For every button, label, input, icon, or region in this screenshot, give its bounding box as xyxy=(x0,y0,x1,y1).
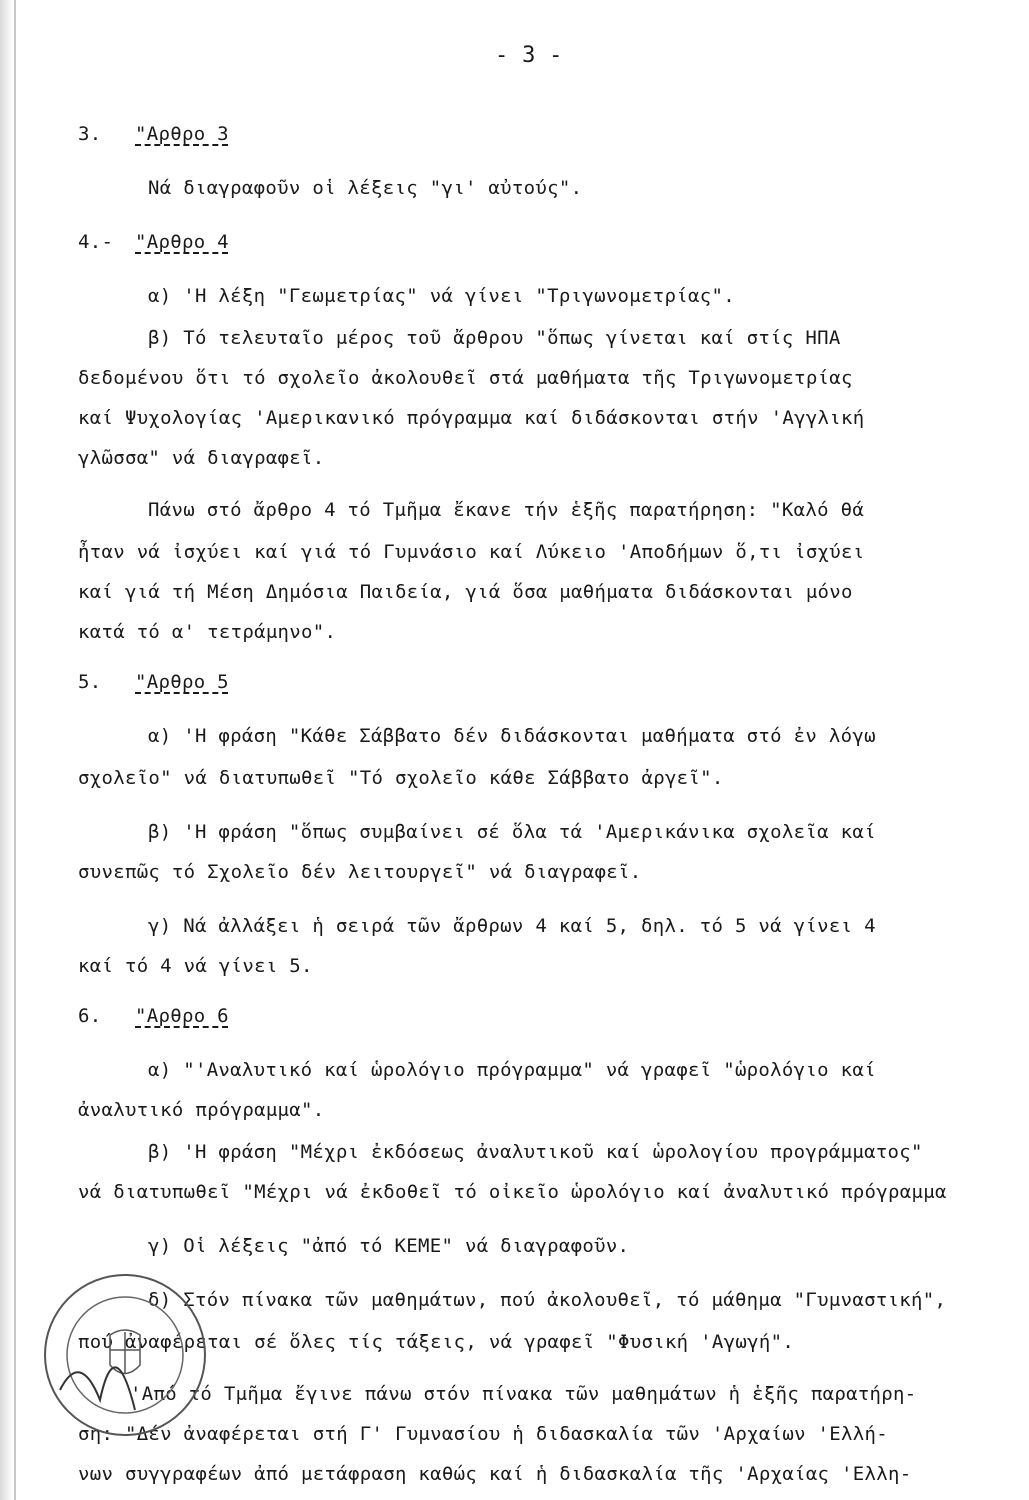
section-6-note-line1: 'Από τό Τμῆμα ἔγινε πάνω στόν πίνακα τῶν μαθημάτων ἡ ἑξῆς παρατήρη- xyxy=(130,1383,917,1405)
section-6-note-line3: νων συγγραφέων ἀπό μετάφραση καθώς καί ἡ διδασκαλία τῆς 'Αρχαίας 'Ελλη- xyxy=(78,1463,912,1485)
page-number: - 3 - xyxy=(495,43,563,68)
section-6-item-a-line2: ἀναλυτικό πρόγραμμα". xyxy=(78,1099,325,1121)
section-6-item-c: γ) Οἱ λέξεις "ἀπό τό ΚΕΜΕ" νά διαγραφοῦν. xyxy=(148,1235,630,1257)
section-5-item-a-line2: σχολεῖο" νά διατυπωθεῖ "Τό σχολεῖο κάθε Σάββατο ἀργεῖ". xyxy=(78,767,724,789)
section-6-number: 6. xyxy=(78,1005,102,1027)
section-6-item-d-line2: πού ἀναφέρεται σέ ὅλες τίς τάξεις, νά γραφεῖ "Φυσική 'Αγωγή". xyxy=(78,1331,795,1353)
section-5-heading: "Αρθρο 5 xyxy=(135,671,229,693)
section-4-item-b-line1: β) Τό τελευταῖο μέρος τοῦ ἄρθρου "ὅπως γίνεται καί στίς ΗΠΑ xyxy=(148,327,841,349)
section-4-note-line3: καί γιά τή Μέση Δημόσια Παιδεία, γιά ὅσα μαθήματα διδάσκονται μόνο xyxy=(78,581,853,603)
page-binding-edge xyxy=(0,0,16,1500)
section-4-note-line2: ἦταν νά ἰσχύει καί γιά τό Γυμνάσιο καί Λύκειο 'Αποδήμων ὅ,τι ἰσχύει xyxy=(78,541,865,563)
section-4-heading: "Αρθρο 4 xyxy=(135,231,229,253)
section-5-item-c-line1: γ) Νά ἀλλάξει ἡ σειρά τῶν ἄρθρων 4 καί 5, δηλ. τό 5 νά γίνει 4 xyxy=(148,915,876,937)
section-6-heading: "Αρθρο 6 xyxy=(135,1005,229,1027)
section-5-item-b-line1: β) 'Η φράση "ὅπως συμβαίνει σέ ὅλα τά 'Αμερικάνικα σχολεῖα καί xyxy=(148,821,876,843)
section-4-note-line4: κατά τό α' τετράμηνο". xyxy=(78,621,337,643)
section-4-note-line1: Πάνω στό ἄρθρο 4 τό Τμῆμα ἔκανε τήν ἑξῆς παρατήρηση: "Καλό θά xyxy=(148,499,865,521)
section-3-text: Νά διαγραφοῦν οἱ λέξεις "γι' αὐτούς". xyxy=(148,177,583,199)
section-6-item-b-line2: νά διατυπωθεῖ "Μέχρι νά ἐκδοθεῖ τό οἰκεῖο ὡρολόγιο καί ἀναλυτικό πρόγραμμα xyxy=(78,1181,947,1203)
section-4-item-a: α) 'Η λέξη "Γεωμετρίας" νά γίνει "Τριγωνομετρίας". xyxy=(148,285,735,307)
section-6-note-line2: ση: "Δέν ἀναφέρεται στή Γ' Γυμνασίου ἡ διδασκαλία τῶν 'Αρχαίων 'Ελλή- xyxy=(78,1423,888,1445)
section-6-item-a-line1: α) "'Αναλυτικό καί ὡρολόγιο πρόγραμμα" νά γραφεῖ "ὡρολόγιο καί xyxy=(148,1059,876,1081)
section-6-item-b-line1: β) 'Η φράση "Μέχρι ἐκδόσεως ἀναλυτικοῦ καί ὡρολογίου προγράμματος" xyxy=(148,1141,923,1163)
section-4-item-b-line3: καί Ψυχολογίας 'Αμερικανικό πρόγραμμα καί διδάσκονται στήν 'Αγγλική xyxy=(78,407,865,429)
section-4-number: 4.- xyxy=(78,231,114,253)
official-seal-stamp xyxy=(40,1270,210,1440)
section-3-heading: "Αρθρο 3 xyxy=(135,123,229,145)
section-6-item-d-line1: δ) Στόν πίνακα τῶν μαθημάτων, πού ἀκολουθεῖ, τό μάθημα "Γυμναστική", xyxy=(148,1289,947,1311)
section-5-item-c-line2: καί τό 4 νά γίνει 5. xyxy=(78,955,313,977)
section-5-number: 5. xyxy=(78,671,102,693)
section-5-item-b-line2: συνεπῶς τό Σχολεῖο δέν λειτουργεῖ" νά διαγραφεῖ. xyxy=(78,861,642,883)
section-3-number: 3. xyxy=(78,123,102,145)
section-4-item-b-line4: γλῶσσα" νά διαγραφεῖ. xyxy=(78,447,325,469)
section-5-item-a-line1: α) 'Η φράση "Κάθε Σάββατο δέν διδάσκονται μαθήματα στό ἐν λόγω xyxy=(148,725,876,747)
section-4-item-b-line2: δεδομένου ὅτι τό σχολεῖο ἀκολουθεῖ στά μαθήματα τῆς Τριγωνομετρίας xyxy=(78,367,853,389)
